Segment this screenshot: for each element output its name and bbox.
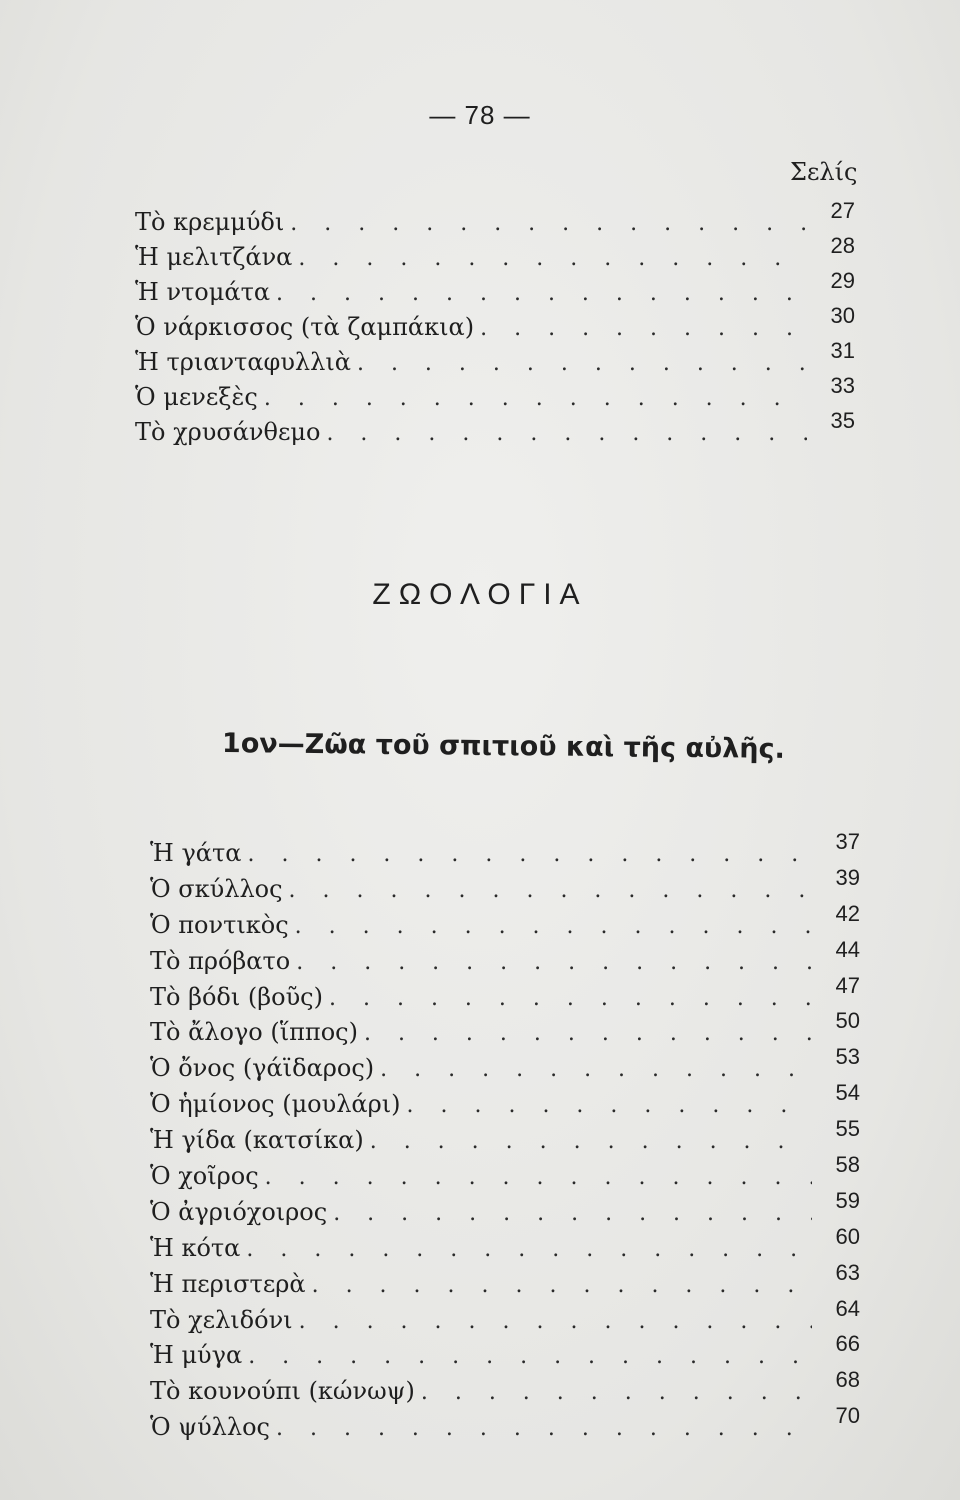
toc-entry — [150, 1259, 860, 1303]
toc-entry-page: 44 — [835, 936, 860, 962]
toc-entry — [150, 1295, 860, 1339]
dot-leader — [265, 1160, 812, 1196]
toc-entry-page: 55 — [835, 1116, 860, 1142]
toc-entry — [135, 268, 855, 310]
zoology-toc-list — [150, 829, 860, 1446]
dot-leader — [289, 873, 812, 909]
toc-entry-page: 33 — [830, 373, 855, 398]
toc-entry — [150, 1331, 860, 1374]
toc-entry-page: 29 — [830, 268, 855, 293]
toc-entry-title: Ἡ ντομάτα — [135, 278, 271, 306]
dot-leader — [329, 981, 812, 1017]
toc-entry — [150, 936, 860, 980]
toc-entry-title: Ὁ ἀγριόχοιρος — [150, 1197, 328, 1226]
toc-entry-title: Ὁ ψύλλος — [150, 1413, 270, 1442]
toc-entry-title: Τὸ χελιδόνι — [150, 1305, 293, 1334]
dot-leader — [248, 1339, 812, 1375]
toc-entry-page: 37 — [835, 829, 860, 854]
toc-entry-title: Τὸ κουνούπι (κώνωψ) — [150, 1377, 415, 1406]
dot-leader — [276, 1411, 812, 1447]
toc-entry-page: 28 — [830, 233, 855, 258]
dot-leader — [264, 381, 807, 416]
page-column-header: Σελίς — [790, 158, 858, 186]
dot-leader — [276, 276, 807, 311]
dot-leader — [421, 1375, 812, 1411]
toc-entry-page: 53 — [835, 1044, 860, 1070]
toc-entry-title: Ὁ χοῖρος — [150, 1162, 259, 1191]
toc-entry-title: Ὁ ὄνος (γάϊδαρος) — [150, 1054, 375, 1083]
dot-leader — [299, 1304, 812, 1340]
toc-entry-title: Τὸ χρυσάνθεμο — [135, 418, 321, 446]
toc-entry-title: Ὁ ποντικὸς — [150, 910, 289, 939]
toc-entry — [150, 900, 860, 944]
dot-leader — [333, 1196, 812, 1232]
page-number: — 78 — — [429, 100, 531, 130]
toc-entry — [150, 829, 860, 872]
toc-entry-page: 39 — [835, 864, 860, 890]
toc-entry — [150, 1223, 860, 1267]
dot-leader — [380, 1052, 812, 1088]
toc-entry — [150, 1152, 860, 1195]
toc-entry-page: 42 — [835, 900, 860, 926]
dot-leader — [290, 206, 807, 241]
toc-entry-title: Ἡ μύγα — [150, 1341, 243, 1370]
toc-entry — [150, 1044, 860, 1087]
toc-entry-title: Ὁ μενεξὲς — [135, 383, 258, 411]
toc-entry-title: Ὁ νάρκισσος (τὰ ζαμπάκια) — [135, 313, 475, 341]
toc-entry-title: Ἡ τριανταφυλλιὰ — [135, 348, 351, 376]
toc-entry-page: 68 — [835, 1367, 860, 1393]
toc-entry-page: 54 — [835, 1080, 860, 1106]
toc-entry-title: Ὁ ἡμίονος (μουλάρι) — [150, 1090, 401, 1119]
botany-toc-list — [135, 198, 855, 450]
toc-entry-title: Ἡ μελιτζάνα — [135, 243, 293, 271]
dot-leader — [407, 1088, 813, 1124]
toc-entry-title: Ἡ κότα — [150, 1233, 241, 1262]
toc-entry-page: 70 — [835, 1403, 860, 1429]
toc-entry-title: Ἡ περιστερὰ — [150, 1269, 306, 1298]
dot-leader — [247, 837, 812, 873]
toc-entry-page: 64 — [835, 1295, 860, 1321]
toc-entry — [150, 972, 860, 1016]
toc-entry — [135, 373, 855, 415]
dot-leader — [326, 416, 807, 451]
toc-entry-title: Ἡ γίδα (κατσίκα) — [150, 1126, 364, 1155]
toc-entry — [150, 1080, 860, 1123]
toc-entry-title: Τὸ ἄλογο (ἵππος) — [150, 1018, 358, 1047]
toc-entry — [150, 864, 860, 908]
dot-leader — [298, 241, 807, 276]
toc-entry-page: 58 — [835, 1152, 860, 1178]
section-title: ΖΩΟΛΟΓΙΑ — [372, 578, 588, 611]
toc-entry — [135, 233, 855, 275]
dot-leader — [246, 1232, 812, 1268]
toc-entry-page: 27 — [830, 198, 855, 223]
toc-entry-title: Ὁ σκύλλος — [150, 874, 283, 903]
toc-entry-page: 66 — [835, 1331, 860, 1357]
toc-entry — [150, 1187, 860, 1231]
dot-leader — [364, 1016, 812, 1052]
dot-leader — [370, 1124, 812, 1160]
dot-leader — [312, 1268, 812, 1304]
toc-entry-page: 60 — [835, 1223, 860, 1249]
toc-entry-title: Ἡ γάτα — [150, 839, 242, 867]
toc-entry — [135, 338, 855, 380]
toc-entry — [150, 1403, 860, 1446]
toc-entry — [150, 1367, 860, 1410]
toc-entry-page: 59 — [835, 1187, 860, 1213]
toc-entry-page: 50 — [835, 1008, 860, 1034]
toc-entry — [135, 408, 855, 450]
subsection-title: 1ον—Ζῶα τοῦ σπιτιοῦ καὶ τῆς αὐλῆς. — [221, 728, 785, 765]
toc-entry-page: 30 — [830, 303, 855, 328]
dot-leader — [357, 346, 807, 381]
toc-entry-title: Τὸ πρόβατο — [150, 946, 291, 975]
toc-entry — [135, 303, 855, 345]
toc-entry-page: 31 — [830, 338, 855, 363]
dot-leader — [480, 311, 807, 346]
dot-leader — [295, 909, 812, 945]
toc-entry-page: 47 — [835, 972, 860, 998]
dot-leader — [296, 945, 812, 981]
toc-entry — [135, 198, 855, 240]
toc-entry-title: Τὸ βόδι (βοῦς) — [150, 982, 323, 1011]
toc-entry-title: Τὸ κρεμμύδι — [135, 208, 285, 236]
toc-entry-page: 63 — [835, 1259, 860, 1285]
toc-entry-page: 35 — [830, 408, 855, 433]
toc-entry — [150, 1008, 860, 1051]
toc-entry — [150, 1116, 860, 1159]
